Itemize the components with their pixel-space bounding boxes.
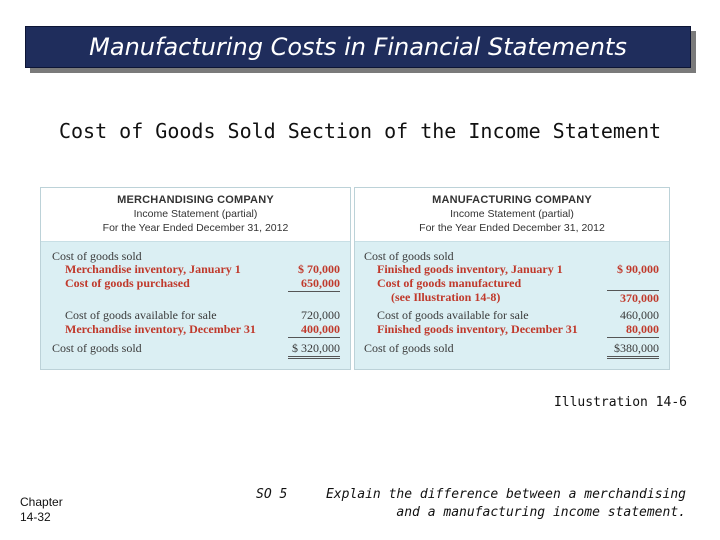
manuf-inv-jan-amount: $ 90,000	[617, 262, 659, 276]
manuf-available-amount: 460,000	[620, 308, 659, 322]
manuf-manufactured-label: Cost of goods manufactured	[377, 276, 522, 290]
manufacturing-statement-name: Income Statement (partial)	[450, 208, 574, 220]
slide-subtitle: Cost of Goods Sold Section of the Income Statement	[58, 119, 662, 143]
slide-title: Manufacturing Costs in Financial Statements	[89, 33, 627, 61]
merch-purchased-amount: 650,000	[288, 276, 340, 292]
manufacturing-header	[355, 188, 669, 242]
merchandising-statement-name: Income Statement (partial)	[133, 208, 258, 220]
merch-inv-jan-label: Merchandise inventory, January 1	[65, 262, 241, 276]
merch-available-amount: 720,000	[301, 308, 340, 322]
merchandising-period: For the Year Ended December 31, 2012	[102, 222, 289, 234]
merch-purchased-label: Cost of goods purchased	[65, 276, 190, 290]
title-banner	[25, 26, 691, 68]
merch-inv-dec-amount: 400,000	[288, 322, 340, 338]
study-objective-line-1: Explain the difference between a merchandising	[325, 487, 686, 502]
merch-cogs-label: Cost of goods sold	[52, 341, 142, 355]
chapter-label: Chapter	[20, 495, 63, 509]
merchandising-company-name: MERCHANDISING COMPANY	[117, 194, 274, 206]
merchandising-header	[41, 188, 350, 242]
manuf-cogs-amount: $380,000	[607, 341, 659, 359]
study-objective-tag: SO 5	[256, 487, 288, 502]
manuf-manufactured-note: (see Illustration 14-8)	[391, 290, 501, 304]
illustration-caption: Illustration 14-6	[553, 395, 687, 410]
manuf-available-label: Cost of goods available for sale	[377, 308, 529, 322]
manuf-inv-dec-label: Finished goods inventory, December 31	[377, 322, 578, 336]
merchandising-statement	[40, 187, 351, 370]
merch-available-label: Cost of goods available for sale	[65, 308, 217, 322]
manuf-manufactured-amount: 370,000	[607, 290, 659, 306]
manuf-inv-dec-amount: 80,000	[607, 322, 659, 338]
manuf-cogs-header: Cost of goods sold	[364, 249, 454, 263]
merch-cogs-amount: $ 320,000	[288, 341, 340, 359]
manufacturing-statement	[354, 187, 670, 370]
chapter-footer	[20, 495, 63, 525]
chapter-page: 14-32	[20, 510, 51, 524]
manufacturing-company-name: MANUFACTURING COMPANY	[432, 194, 592, 206]
merch-inv-jan-amount: $ 70,000	[298, 262, 340, 276]
manuf-cogs-label: Cost of goods sold	[364, 341, 454, 355]
merch-cogs-header: Cost of goods sold	[52, 249, 142, 263]
manuf-inv-jan-label: Finished goods inventory, January 1	[377, 262, 563, 276]
study-objective-line-2: and a manufacturing income statement.	[396, 505, 686, 520]
merch-inv-dec-label: Merchandise inventory, December 31	[65, 322, 256, 336]
manufacturing-period: For the Year Ended December 31, 2012	[419, 222, 605, 234]
